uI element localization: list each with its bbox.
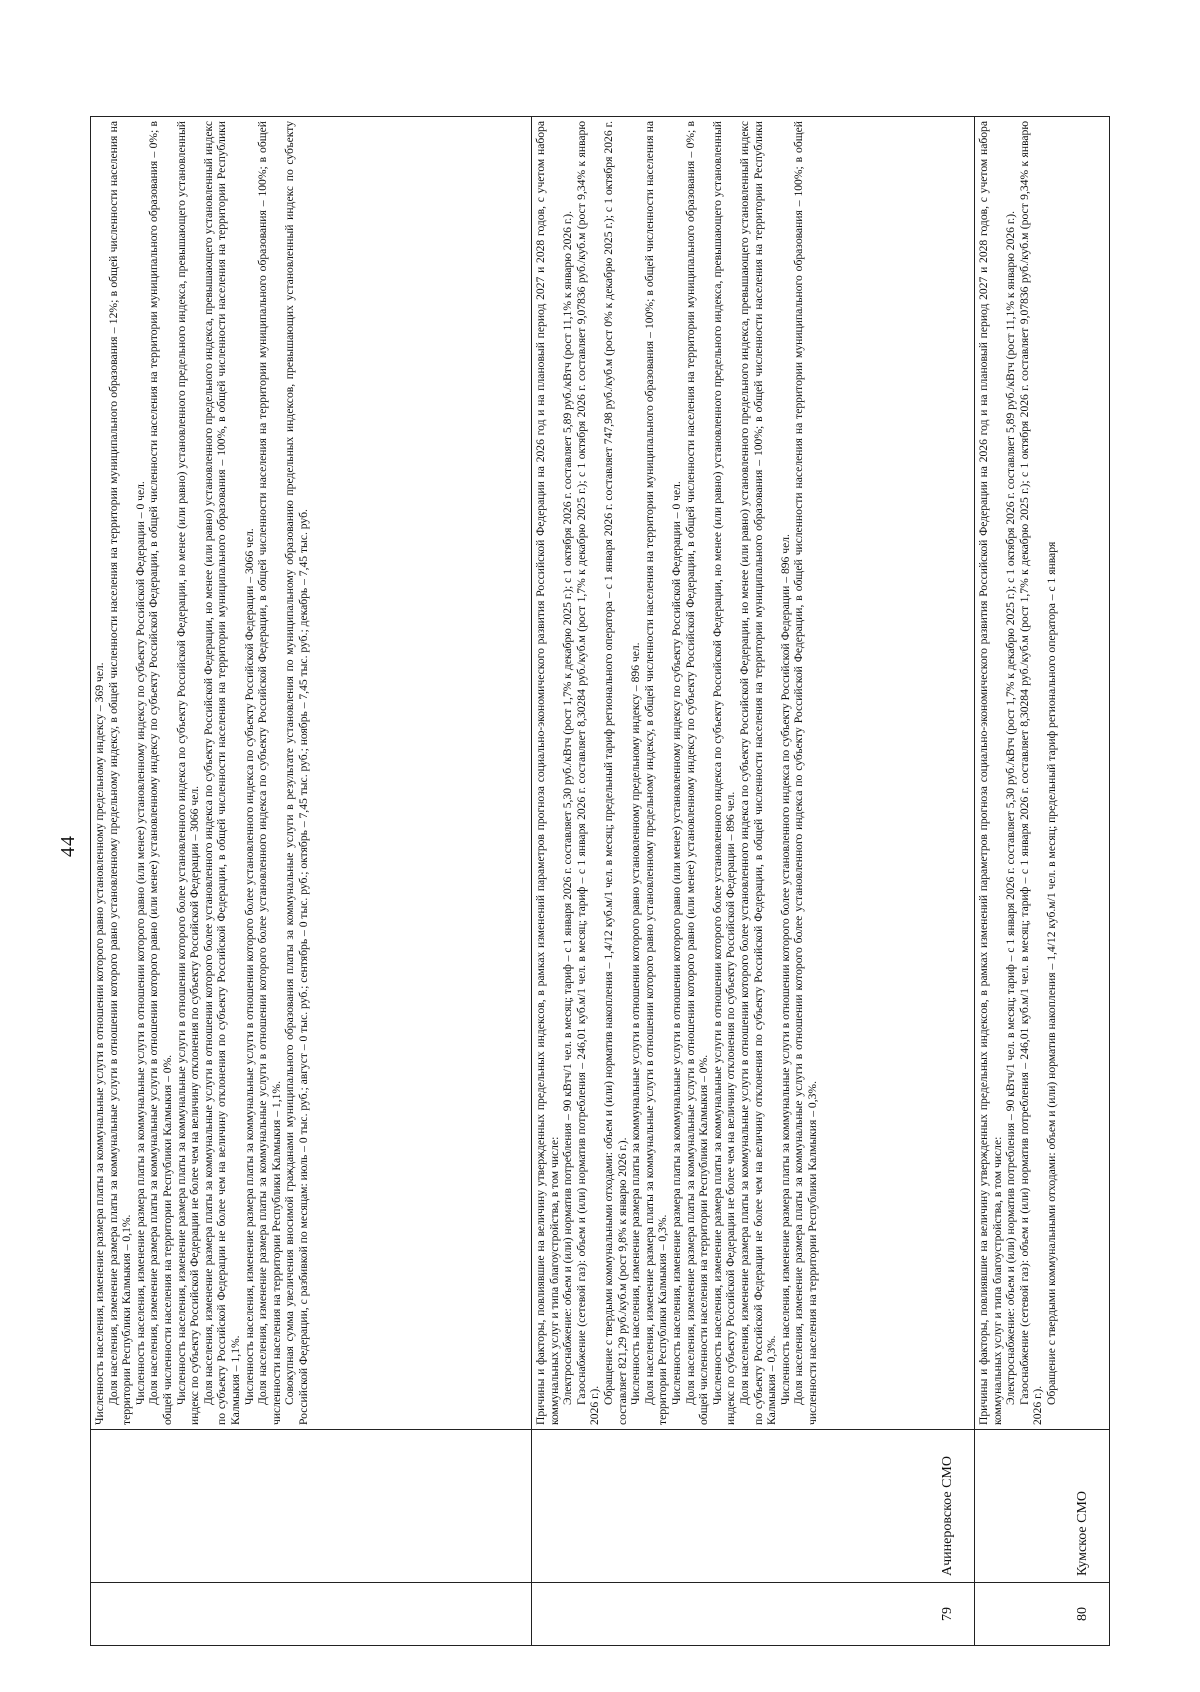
text-paragraph: Численность населения, изменение размера платы за коммунальные услуги в отношении которого равно (или менее) установленному индексу по субъекту Российской Федерации – 0 чел.: [133, 481, 147, 1405]
text-paragraph: Численность населения, изменение размера платы за коммунальные услуги в отношении которого равно установленному предельному индексу – 369 чел.: [93, 662, 106, 1425]
text-paragraph: Доля населения, изменение размера платы за коммунальные услуги в отношении которого более установленного индекса по субъекту Российской Федерации, в общей численности населения на территории муниципального образования – 100%; в общей численности населения на территории Республики Калмыкия – 0,3%.: [792, 121, 819, 1425]
text-paragraph: Обращение с твердыми коммунальными отходами: объем и (или) норматив накопления – 1,4/12 куб.м/1 чел. в месяц; предельный тариф регионального оператора – с 1 января 2026 г. составляет 747,98 руб./куб.м (рост 0% к декабрю 2025 г.); с 1 октября 2026 г. составляет 821,29 руб./куб.м (рост 9,8% к январю 2026 г.).: [601, 121, 629, 1425]
text-paragraph: Доля населения, изменение размера платы за коммунальные услуги в отношении которого более установленного индекса по субъекту Российской Федерации, но менее (или равно) установленного предельного индекса, превышающего установленный индекс по субъекту Российской Федерации не более чем на величину отклонения по субъекту Российской Федерации, в общей численности населения на территории муниципального образования – 100%; в общей численности населения на территории Республики Калмыкия – 0,3%.: [737, 121, 779, 1425]
municipality-name: [91, 1430, 532, 1583]
text-paragraph: Численность населения, изменение размера платы за коммунальные услуги в отношении которого более установленного индекса по субъекту Российской Федерации, но менее (или равно) установленного предельного индекса, превышающего установленный индекс по субъекту Российской Федерации не более чем на величину отклонения по субъекту Российской Федерации – 3066 чел.: [174, 121, 202, 1425]
text-paragraph: Численность населения, изменение размера платы за коммунальные услуги в отношении которого равно (или менее) установленному индексу по субъекту Российской Федерации – 0 чел.: [669, 481, 683, 1405]
municipality-name: Ачинеровское СМО: [532, 1430, 975, 1583]
text-paragraph: Численность населения, изменение размера платы за коммунальные услуги в отношении которого более установленного индекса по субъекту Российской Федерации – 3066 чел.: [242, 528, 256, 1405]
text-paragraph: Электроснабжение: объем и (или) норматив потребления – 90 кВтч/1 чел. в месяц; тариф – с 1 января 2026 г. составляет 5,30 руб./кВтч (рост 1,7% к декабрю 2025 г.); с 1 октября 2026 г. составляет 5,89 руб./кВтч (рост 11,1% к январю 2026 г.).: [561, 211, 575, 1405]
row-number: 80: [975, 1583, 1110, 1646]
municipality-table: [90, 116, 1110, 1646]
text-paragraph: Газоснабжение (сетевой газ): объем и (или) норматив потребления – 246,01 куб.м/1 чел. в месяц; тариф – с 1 января 2026 г. составляет 8,30284 руб./куб.м (рост 1,7% к декабрю 2025 г.); с 1 октября 2026 г. составляет 9,07836 руб./куб.м (рост 9,34% к январю 2026 г.).: [574, 121, 602, 1425]
text-paragraph: Обращение с твердыми коммунальными отходами: объем и (или) норматив накопления – 1,4/12 куб.м/1 чел. в месяц; предельный тариф регионального оператора – с 1 января: [1044, 541, 1058, 1405]
row-description: [532, 117, 975, 1430]
text-paragraph: Совокупная сумма увеличения вносимой гражданами муниципального образования платы за коммунальные услуги в результате установления по муниципальному образованию предельных индексов, превышающих установленный индекс по субъекту Российской Федерации, с разбивкой по месяцам: июль – 0 тыс. руб.; август – 0 тыс. руб.; сентябрь – 0 тыс. руб.; октябрь – 7,45 тыс. руб.; ноябрь – 7,45 тыс. руб.; декабрь – 7,45 тыс. руб.: [283, 121, 310, 1425]
text-paragraph: Доля населения, изменение размера платы за коммунальные услуги в отношении которого более установленного индекса по субъекту Российской Федерации, в общей численности населения на территории муниципального образования – 100%; в общей численности населения на территории Республики Калмыкия – 1,1%.: [256, 121, 283, 1425]
text-paragraph: Причины и факторы, повлиявшие на величину утвержденных предельных индексов, в рамках изменений параметров прогноза социально-экономического развития Российской Федерации на 2026 год и на плановый период 2027 и 2028 годов, с учетом набора коммунальных услуг и типа благоустройства, в том числе:: [977, 121, 1004, 1425]
text-paragraph: Численность населения, изменение размера платы за коммунальные услуги в отношении которого более установленного индекса по субъекту Российской Федерации, но менее (или равно) установленного предельного индекса, превышающего установленный индекс по субъекту Российской Федерации не более чем на величину отклонения по субъекту Российской Федерации – 896 чел.: [710, 121, 738, 1425]
row-number: 79: [532, 1583, 975, 1646]
text-paragraph: Доля населения, изменение размера платы за коммунальные услуги в отношении которого более установленного индекса по субъекту Российской Федерации, но менее (или равно) установленного предельного индекса, превышающего установленный индекс по субъекту Российской Федерации не более чем на величину отклонения по субъекту Российской Федерации, в общей численности населения на территории муниципального образования – 100%, в общей численности населения на территории Республики Калмыкия – 1,1%.: [201, 121, 242, 1425]
text-paragraph: Доля населения, изменение размера платы за коммунальные услуги в отношении которого равно (или менее) установленному индексу по субъекту Российской Федерации, в общей численности населения на территории муниципального образования – 0%; в общей численности населения на территории Республики Калмыкия – 0%.: [147, 121, 174, 1425]
table-row: [532, 117, 975, 1646]
text-paragraph: Причины и факторы, повлиявшие на величину утвержденных предельных индексов, в рамках изменений параметров прогноза социально-экономического развития Российской Федерации на 2026 год и на плановый период 2027 и 2028 годов, с учетом набора коммунальных услуг и типа благоустройства, в том числе:: [534, 121, 561, 1425]
rotated-sheet: [35, 46, 1185, 1646]
table-row: [975, 117, 1110, 1646]
row-number: [91, 1583, 532, 1646]
text-paragraph: Доля населения, изменение размера платы за коммунальные услуги в отношении которого равно установленному предельному индексу, в общей численности населения на территории муниципального образования – 12%; в общей численности населения на территории Республики Калмыкия – 0,1%.: [106, 121, 134, 1425]
text-paragraph: Доля населения, изменение размера платы за коммунальные услуги в отношении которого равно установленному предельному индексу, в общей численности населения на территории муниципального образования – 100%; в общей численности населения на территории Республики Калмыкия – 0,3%.: [642, 121, 670, 1425]
row-description: [91, 117, 532, 1430]
text-paragraph: Доля населения, изменение размера платы за коммунальные услуги в отношении которого равно (или менее) установленному индексу по субъекту Российской Федерации, в общей численности населения на территории муниципального образования – 0%; в общей численности населения на территории Республики Калмыкия – 0%.: [683, 121, 711, 1425]
table-row: [91, 117, 532, 1646]
text-paragraph: Численность населения, изменение размера платы за коммунальные услуги в отношении которого равно установленному предельному индексу – 896 чел.: [629, 642, 643, 1405]
municipality-name: Кумское СМО: [975, 1430, 1110, 1583]
text-paragraph: Газоснабжение (сетевой газ): объем и (или) норматив потребления – 246,01 куб.м/1 чел. в месяц; тариф – с 1 января 2026 г. составляет 8,30284 руб./куб.м (рост 1,7% к декабрю 2025 г.); с 1 октября 2026 г. составляет 9,07836 руб./куб.м (рост 9,34% к январю 2026 г.).: [1017, 121, 1045, 1425]
text-paragraph: Численность населения, изменение размера платы за коммунальные услуги в отношении которого более установленного индекса по субъекту Российской Федерации – 896 чел.: [778, 534, 792, 1405]
page-number: 44: [57, 835, 79, 857]
row-description: [975, 117, 1110, 1430]
text-paragraph: Электроснабжение: объем и (или) норматив потребления – 90 кВтч/1 чел. в месяц; тариф – с 1 января 2026 г. составляет 5,30 руб./кВтч (рост 1,7% к декабрю 2025 г.); с 1 октября 2026 г. составляет 5,89 руб./кВтч (рост 11,1% к январю 2026 г.).: [1004, 211, 1018, 1405]
